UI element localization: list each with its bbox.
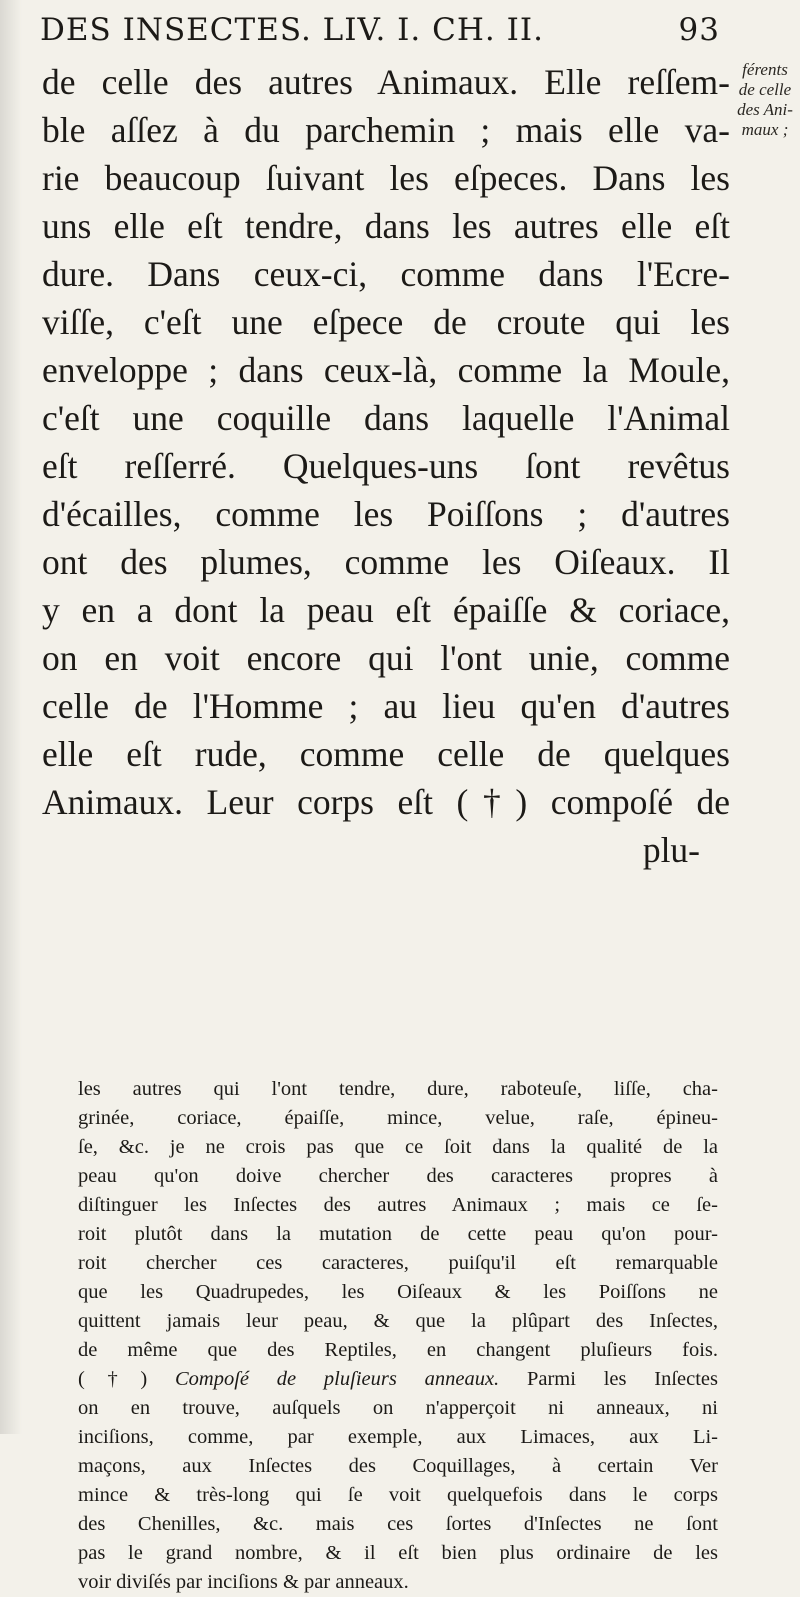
text-line: rie beaucoup ſuivant les eſpeces. Dans les (42, 158, 730, 198)
marginal-note-line: férents (742, 60, 788, 79)
text-line: y en a dont la peau eſt épaiſſe & coriace, (42, 590, 730, 630)
text-line: ont des plumes, comme les Oiſeaux. Il (42, 542, 730, 582)
footnotes (78, 1075, 718, 1597)
marginal-note-line: maux ; (741, 120, 789, 139)
text-line: dure. Dans ceux-ci, comme dans l'Ecre- (42, 254, 730, 294)
marginal-note (732, 60, 798, 140)
footnote-line: des Chenilles, &c. mais ces ſortes d'Inſectes ne ſont (78, 1513, 718, 1535)
text-line: uns elle eſt tendre, dans les autres elle eſt (42, 206, 730, 246)
text-line: ble aſſez à du parchemin ; mais elle va- (42, 110, 730, 150)
footnote-line: voir diviſés par inciſions & par anneaux. (78, 1571, 409, 1593)
main-text (42, 58, 730, 874)
footnote-line: ſe, &c. je ne crois pas que ce ſoit dans la qualité de la (78, 1136, 718, 1158)
text-line: on en voit encore qui l'ont unie, comme (42, 638, 730, 678)
catchword: plu- (642, 830, 700, 870)
footnote-first-text: Parmi les Inſectes (526, 1368, 719, 1390)
footnote-line: mince & très-long qui ſe voit quelquefois dans le corps (78, 1484, 718, 1506)
footnote-line: que les Quadrupedes, les Oiſeaux & les Poiſſons ne (78, 1281, 718, 1303)
footnote-line: de même que des Reptiles, en changent pluſieurs fois. (78, 1339, 718, 1361)
footnote-line: peau qu'on doive chercher des caracteres propres à (78, 1165, 718, 1187)
footnote-line: quittent jamais leur peau, & que la plûpart des Inſectes, (78, 1310, 718, 1332)
footnote-line: roit chercher ces caracteres, puiſqu'il eſt remarquable (78, 1252, 718, 1274)
text-line: celle de l'Homme ; au lieu qu'en d'autres (42, 686, 730, 726)
text-line: viſſe, c'eſt une eſpece de croute qui les (42, 302, 730, 342)
text-line: c'eſt une coquille dans laquelle l'Animal (42, 398, 730, 438)
text-line: de celle des autres Animaux. Elle reſſem- (42, 62, 730, 102)
footnote-marker: (†) (78, 1368, 148, 1390)
text-line: d'écailles, comme les Poiſſons ; d'autres (42, 494, 730, 534)
footnote-line: pas le grand nombre, & il eſt bien plus ordinaire de les (78, 1542, 718, 1564)
text-line: eſt reſſerré. Quelques-uns ſont revêtus (42, 446, 730, 486)
text-line: elle eſt rude, comme celle de quelques (42, 734, 730, 774)
gutter-shadow (0, 0, 22, 1434)
footnote-heading-line (78, 1365, 718, 1394)
text-line: enveloppe ; dans ceux-là, comme la Moule, (42, 350, 730, 390)
text-line: Animaux. Leur corps eſt (†) compoſé de (42, 782, 730, 822)
footnote-line: inciſions, comme, par exemple, aux Limaces, aux Li- (78, 1426, 718, 1448)
page-number: 93 (678, 12, 720, 48)
footnote-line: roit plutôt dans la mutation de cette peau qu'on pour- (78, 1223, 718, 1245)
footnote-line: diſtinguer les Inſectes des autres Animaux ; mais ce ſe- (78, 1194, 718, 1216)
footnote-line: les autres qui l'ont tendre, dure, raboteuſe, liſſe, cha- (78, 1078, 718, 1100)
footnote-heading: Compoſé de pluſieurs anneaux. (175, 1368, 500, 1390)
footnote-line: grinée, coriace, épaiſſe, mince, velue, raſe, épineu- (78, 1107, 718, 1129)
marginal-note-line: de celle (738, 80, 792, 99)
footnote-line: maçons, aux Inſectes des Coquillages, à certain Ver (78, 1455, 718, 1477)
marginal-note-line: des Ani- (737, 100, 793, 119)
running-head-title: DES INSECTES. LIV. I. CH. II. (40, 12, 544, 48)
running-head (40, 12, 720, 48)
footnote-line: on en trouve, auſquels on n'apperçoit ni anneaux, ni (78, 1397, 718, 1419)
